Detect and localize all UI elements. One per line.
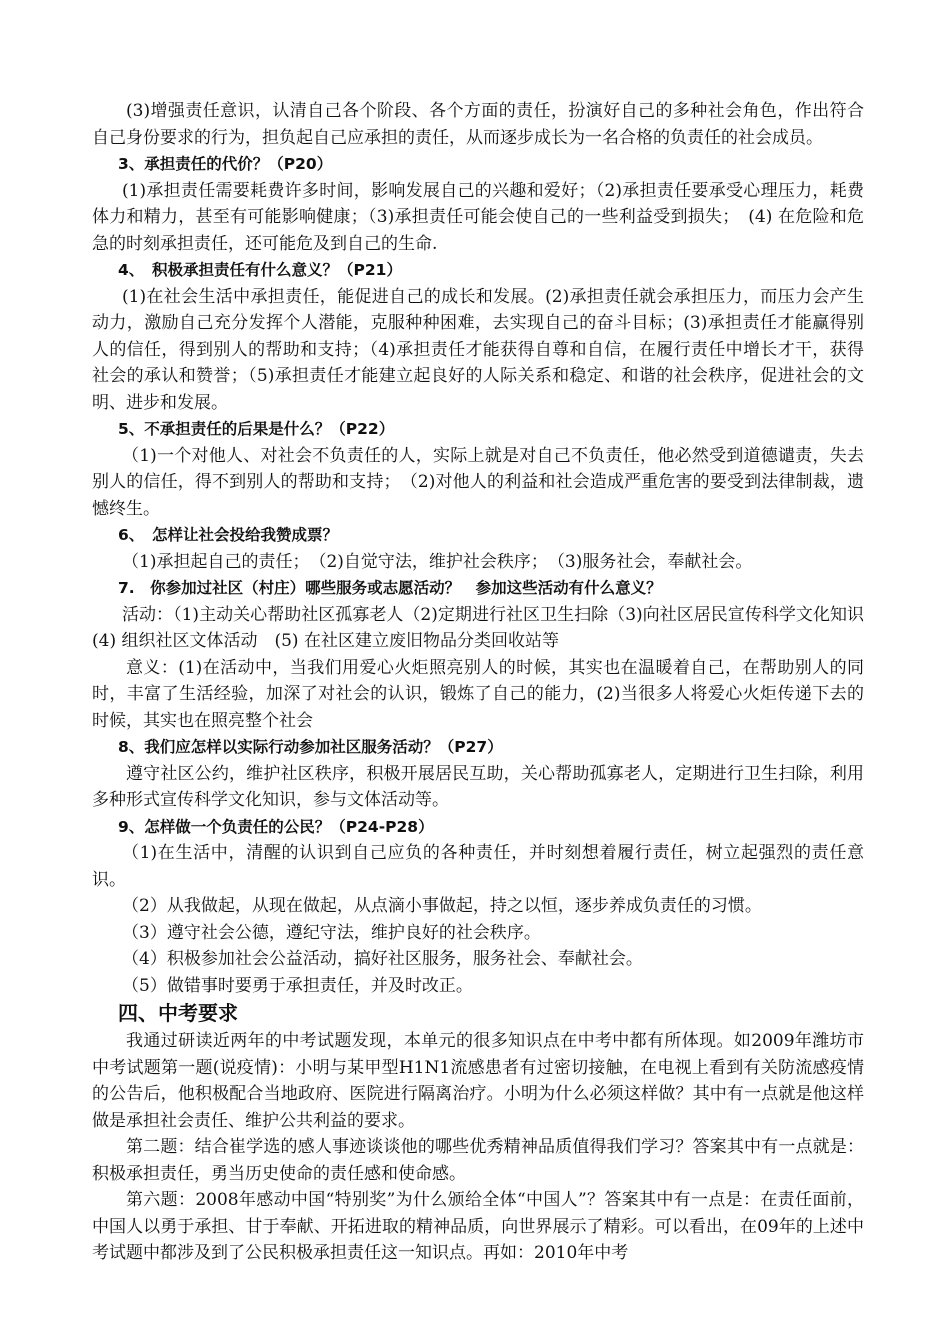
paragraph: 意义：(1)在活动中，当我们用爱心火炬照亮别人的时候，其实也在温暖着自己，在帮助别人的同时，丰富了生活经验，加深了对社会的认识，锻炼了自己的能力，(2)当很多人将爱心火炬传递下去的时候，其实也在照亮整个社会 <box>92 657 864 731</box>
question-heading: 4、 积极承担责任有什么意义？（P21） <box>118 261 402 279</box>
paragraph: (3)增强责任意识，认清自己各个阶段、各个方面的责任，扮演好自己的多种社会角色，作出符合自己身份要求的行为，担负起自己应承担的责任，从而逐步成长为一名合格的负责任的社会成员。 <box>92 101 864 148</box>
section-heading: 四、中考要求 <box>118 1001 238 1025</box>
paragraph: (1)承担责任需要耗费许多时间，影响发展自己的兴趣和爱好；（2)承担责任要承受心理压力，耗费体力和精力，甚至有可能影响健康；（3)承担责任可能会使自己的一些利益受到损失； (4) 在危险和危急的时刻承担责任，还可能危及到自己的生命. <box>92 180 864 254</box>
paragraph: （1)在生活中，清醒的认识到自己应负的各种责任，并时刻想着履行责任，树立起强烈的责任意识。 <box>92 843 864 890</box>
question-heading: 8、我们应怎样以实际行动参加社区服务活动？（P27） <box>118 738 503 756</box>
list-item: （3）遵守社会公德，遵纪守法，维护良好的社会秩序。 <box>122 922 541 943</box>
question-heading: 5、不承担责任的后果是什么？（P22） <box>118 420 395 438</box>
paragraph: 第二题：结合崔学选的感人事迹谈谈他的哪些优秀精神品质值得我们学习？答案其中有一点就是：积极承担责任，勇当历史使命的责任感和使命感。 <box>92 1137 864 1184</box>
question-heading: 9、怎样做一个负责任的公民？（P24-P28） <box>118 817 434 836</box>
paragraph: 遵守社区公约，维护社区秩序，积极开展居民互助，关心帮助孤寡老人，定期进行卫生扫除，利用多种形式宣传科学文化知识，参与文体活动等。 <box>92 763 864 810</box>
paragraph: （1)一个对他人、对社会不负责任的人，实际上就是对自己不负责任，他必然受到道德谴责，失去别人的信任，得不到别人的帮助和支持； （2)对他人的利益和社会造成严重危害的要受到法律制裁，遗憾终生。 <box>92 445 864 519</box>
question-heading: 6、 怎样让社会投给我赞成票？ <box>118 526 339 544</box>
document-body <box>92 98 881 1267</box>
question-heading: 3、承担责任的代价？（P20） <box>118 155 333 173</box>
question-heading: 7. 你参加过社区（村庄）哪些服务或志愿活动？ 参加这些活动有什么意义？ <box>118 579 662 597</box>
list-item: （2）从我做起，从现在做起，从点滴小事做起，持之以恒，逐步养成负责任的习惯。 <box>122 896 762 916</box>
paragraph: 活动：（1)主动关心帮助社区孤寡老人（2)定期进行社区卫生扫除（3)向社区居民宣传科学文化知识 (4) 组织社区文体活动 (5) 在社区建立废旧物品分类回收站等 <box>92 604 881 651</box>
list-item: （4）积极参加社会公益活动，搞好社区服务，服务社会、奉献社会。 <box>122 949 643 969</box>
paragraph: 我通过研读近两年的中考试题发现，本单元的很多知识点在中考中都有所体现。如2009年潍坊市中考试题第一题(说疫情)：小明与某甲型H1N1流感患者有过密切接触，在电视上看到有关防流感疫情的公告后，他积极配合当地政府、医院进行隔离治疗。小明为什么必须这样做？其中有一点就是他这样做是承担社会责任、维护公共利益的要求。 <box>92 1031 864 1131</box>
paragraph: （1)承担起自己的责任； （2)自觉守法，维护社会秩序； （3)服务社会，奉献社会。 <box>122 551 753 572</box>
list-item: （5）做错事时要勇于承担责任，并及时改正。 <box>122 975 473 996</box>
paragraph: (1)在社会生活中承担责任，能促进自己的成长和发展。(2)承担责任就会承担压力，而压力会产生动力，激励自己充分发挥个人潜能，克服种种困难，去实现自己的奋斗目标；(3)承担责任才能赢得别人的信任，得到别人的帮助和支持；（4)承担责任才能获得自尊和自信，在履行责任中增长才干，获得社会的承认和赞誉；（5)承担责任才能建立起良好的人际关系和稳定、和谐的社会秩序，促进社会的文明、进步和发展。 <box>92 286 864 413</box>
paragraph: 第六题：2008年感动中国“特别奖”为什么颁给全体“中国人”？答案其中有一点是：在责任面前，中国人以勇于承担、甘于奉献、开拓进取的精神品质，向世界展示了精彩。可以看出，在09年的上述中考试题中都涉及到了公民积极承担责任这一知识点。再如：2010年中考 <box>92 1190 864 1263</box>
